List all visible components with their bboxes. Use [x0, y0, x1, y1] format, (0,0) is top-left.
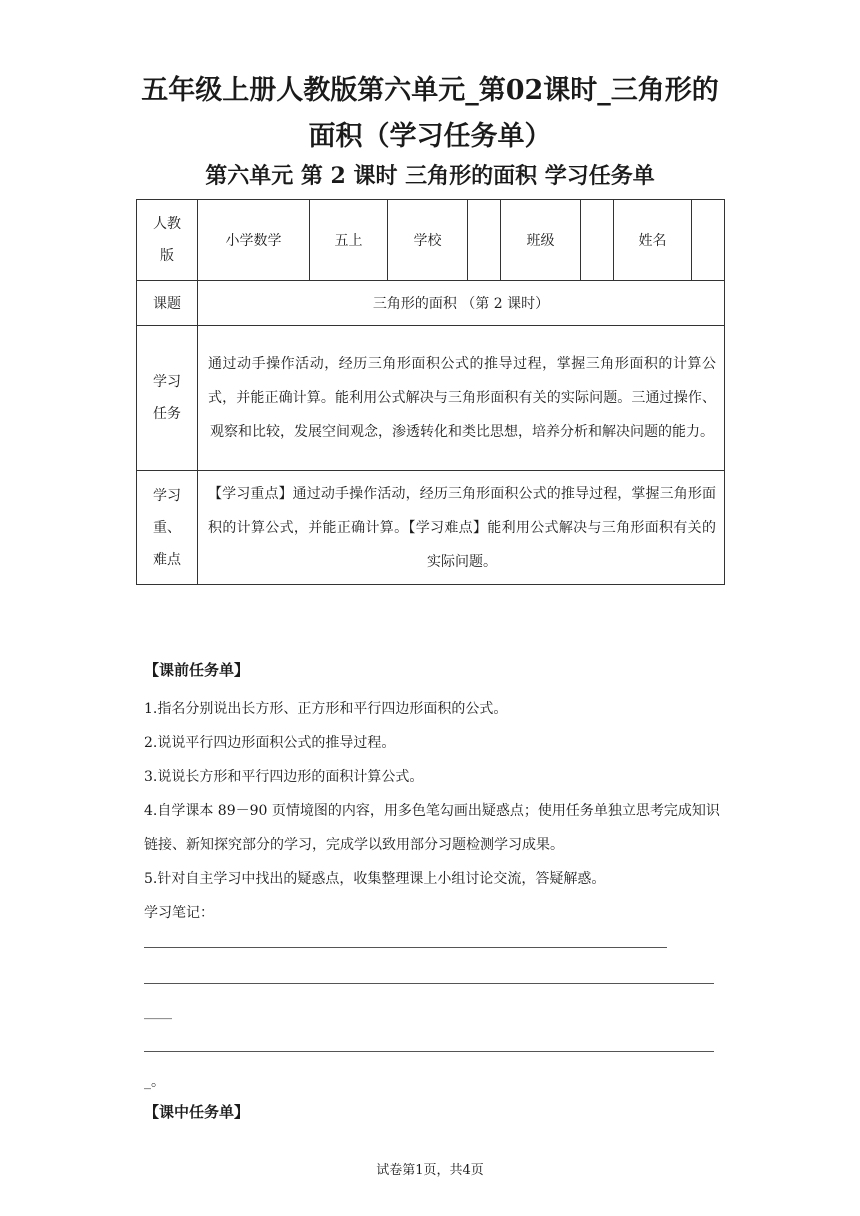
subject-cell: 小学数学: [198, 200, 310, 281]
notes-line-1: [144, 947, 667, 948]
class-label-cell: 班级: [501, 200, 581, 281]
name-label-cell: 姓名: [614, 200, 692, 281]
school-value-cell: [468, 200, 501, 281]
document-subtitle: 第六单元 第 2 课时 三角形的面积 学习任务单: [205, 163, 655, 189]
title-line-2: 面积（学习任务单）: [308, 121, 552, 152]
pre-class-item-5: 5.针对自主学习中找出的疑惑点，收集整理课上小组讨论交流，答疑解惑。: [144, 871, 606, 887]
header-row: [137, 200, 725, 281]
key-value-cell: [198, 471, 725, 585]
key-label: 学习重、难点: [153, 487, 181, 568]
topic-label-cell: 课题: [137, 281, 198, 326]
notes-label: 学习笔记：: [144, 905, 214, 921]
grade-cell: 五上: [310, 200, 388, 281]
pre-class-item-2: 2.说说平行四边形面积公式的推导过程。: [144, 735, 396, 751]
school-label-cell: 学校: [388, 200, 468, 281]
key-row: [137, 471, 725, 585]
class-value-cell: [581, 200, 614, 281]
notes-line-3: [144, 1051, 714, 1052]
task-value-cell: [198, 326, 725, 471]
notes-line-2: [144, 983, 714, 984]
pre-class-heading: 【课前任务单】: [144, 661, 250, 679]
pre-class-item-3: 3.说说长方形和平行四边形的面积计算公式。: [144, 769, 424, 785]
pre-class-item-4: 4.自学课本 89－90 页情境图的内容，用多色笔勾画出疑惑点；使用任务单独立思考完成知识链接、新知探究部分的学习，完成学以致用部分习题检测学习成果。: [144, 803, 720, 853]
key-text: 【学习重点】通过动手操作活动，经历三角形面积公式的推导过程，掌握三角形面积的计算公式，并能正确计算。【学习难点】能利用公式解决与三角形面积有关的实际问题。: [208, 485, 716, 570]
page-footer: 试卷第1页，共4页: [376, 1163, 484, 1178]
topic-row: [137, 281, 725, 326]
name-value-cell: [692, 200, 725, 281]
info-table: [136, 199, 725, 585]
key-label-cell: [137, 471, 198, 585]
task-text: 通过动手操作活动，经历三角形面积公式的推导过程，掌握三角形面积的计算公式，并能正确计算。能利用公式解决与三角形面积有关的实际问题。三通过操作、观察和比较，发展空间观念，渗透转化和类比思想，培养分析和解决问题的能力。: [208, 356, 716, 440]
topic-value-cell: 三角形的面积 （第 2 课时）: [198, 281, 725, 326]
notes-line-2-tail: ____: [144, 1004, 172, 1020]
notes-line-3-tail: _。: [144, 1074, 165, 1090]
task-label-cell: [137, 326, 198, 471]
publisher-label: 人教版: [153, 216, 181, 264]
task-row: [137, 326, 725, 471]
publisher-cell: [137, 200, 198, 281]
in-class-heading: 【课中任务单】: [144, 1103, 250, 1121]
pre-class-item-1: 1.指名分别说出长方形、正方形和平行四边形面积的公式。: [144, 701, 508, 717]
title-line-1: 五年级上册人教版第六单元_第02课时_三角形的: [141, 75, 719, 106]
pre-class-list: [144, 692, 724, 930]
task-label: 学习任务: [153, 374, 181, 422]
document-title: [0, 68, 860, 160]
